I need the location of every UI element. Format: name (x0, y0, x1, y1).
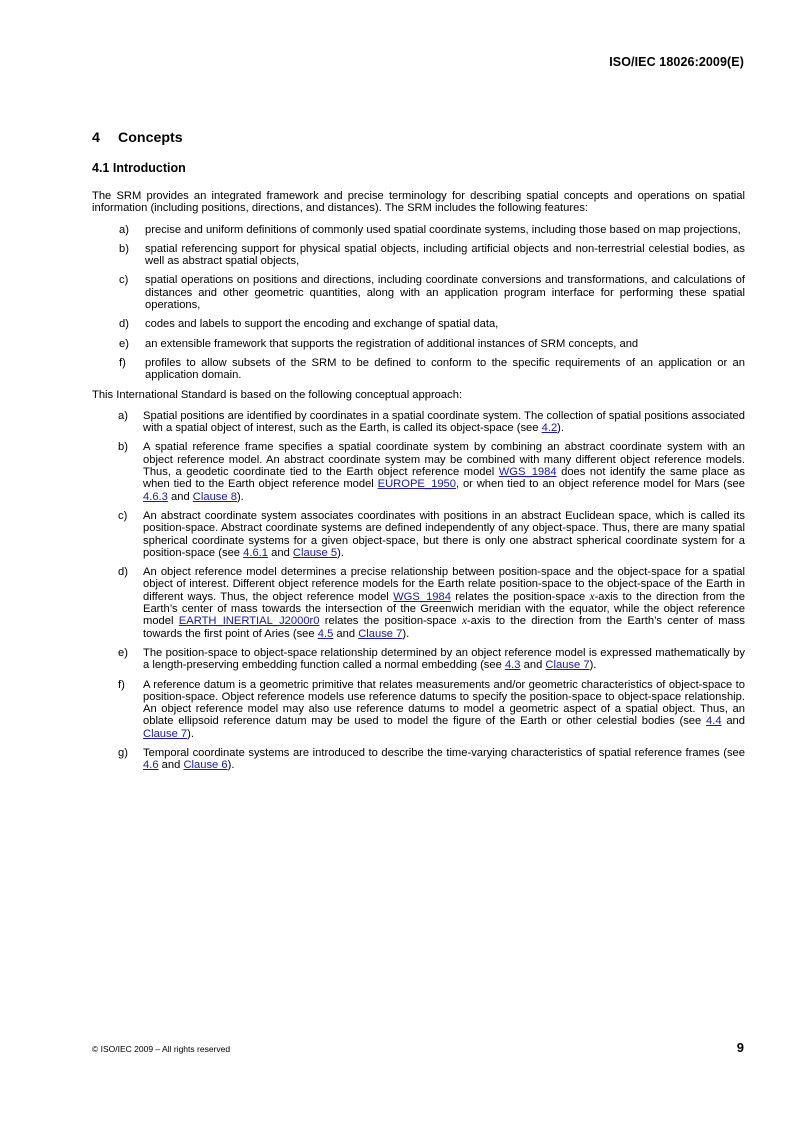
item-label: c) (119, 274, 129, 287)
approach-intro-paragraph: This International Standard is based on the following conceptual approach: (92, 388, 463, 401)
page-number: 9 (736, 1040, 744, 1055)
item-text: and (721, 715, 745, 728)
item-text: A reference datum is a geometric primitive that relates measurements and/or geometric characteristics of object-space to position-space. Object reference models use reference datums to specify the position-space to object-space relationship. An object reference model may also use reference datums to model a geometric aspect of a spatial object. Thus, an oblate ellipsoid reference datum may be used to model the figure of the Earth or other celestial bodies (see (143, 678, 745, 728)
item-text: Spatial positions are identified by coordinates in a spatial coordinate system. The collection of spatial positions associated with a spatial object of interest, such as the Earth, is called its object-space (see (143, 409, 745, 435)
document-header-title: ISO/IEC 18026:2009(E) (609, 55, 744, 69)
link-4-3[interactable]: 4.3 (504, 659, 521, 672)
item-label: c) (118, 509, 128, 522)
subsection-heading: 4.1 Introduction (92, 161, 186, 175)
link-clause-8[interactable]: Clause 8 (192, 490, 237, 503)
item-text: , or when tied to an object reference model for Mars (see (456, 478, 746, 491)
item-text: and (268, 546, 293, 559)
section-number: 4 (92, 130, 100, 146)
section-heading (92, 130, 745, 147)
link-clause-5[interactable]: Clause 5 (292, 546, 338, 559)
list-item (92, 510, 745, 559)
item-text: A spatial reference frame specifies a spatial coordinate system by combining an abstract coordinate system with an object reference model. An abstract coordinate system may be combined with many different object reference models. Thus, a geodetic coordinate tied to the Earth object reference model (143, 441, 745, 479)
link-4-4[interactable]: 4.4 (706, 715, 722, 728)
item-label: e) (118, 646, 128, 659)
item-label: f) (118, 678, 125, 691)
item-text: ). (187, 727, 194, 740)
list-item (92, 274, 745, 311)
features-list (92, 224, 745, 382)
section-title: Concepts (118, 130, 183, 146)
item-label: b) (118, 441, 128, 454)
item-text: does not identify the same place as when tied to the Earth object reference model (143, 466, 745, 491)
link-4-6-1[interactable]: 4.6.1 (243, 546, 269, 559)
item-label: d) (118, 566, 128, 579)
item-text: spatial referencing support for physical spatial objects, including artificial objects and non-terrestrial celestial bodies, as well as abstract spatial objects, (145, 242, 745, 268)
item-label: d) (119, 318, 129, 331)
link-4-2[interactable]: 4.2 (541, 422, 558, 435)
item-text: codes and labels to support the encoding and exchange of spatial data, (145, 318, 499, 331)
link-europe-1950[interactable]: EUROPE_1950 (377, 478, 456, 491)
item-text: ). (557, 422, 565, 435)
item-text: relates the position-space (319, 615, 462, 628)
item-label: g) (118, 746, 128, 759)
link-earth-inertial-j2000r0[interactable]: EARTH_INERTIAL_J2000r0 (178, 615, 320, 628)
link-4-6[interactable]: 4.6 (143, 759, 159, 772)
item-text: relates the position-space (450, 590, 590, 603)
item-text: spatial operations on positions and directions, including coordinate conversions and transformations, and calculations of distances and other geometric quantities, along with an application program interface for performing these spatial operations, (145, 274, 745, 312)
item-text: ). (337, 546, 344, 559)
item-text: precise and uniform definitions of commonly used spatial coordinate systems, including those based on map projections, (145, 223, 741, 236)
item-text: and (333, 627, 359, 640)
page-content (92, 130, 745, 779)
item-label: f) (119, 356, 126, 369)
approach-list (92, 410, 745, 772)
link-clause-6[interactable]: Clause 6 (183, 759, 228, 772)
item-label: a) (119, 223, 129, 236)
list-item (92, 566, 745, 640)
item-text: ). (589, 659, 597, 672)
math-symbol-x: x (461, 615, 467, 628)
item-text: -axis to the direction from the Earth’s center of mass towards the intersection of the Greenwich meridian with the equator, while the object reference model (143, 590, 745, 628)
list-item (92, 224, 745, 236)
list-item (92, 747, 745, 772)
link-4-6-3[interactable]: 4.6.3 (143, 490, 168, 503)
item-text: Temporal coordinate systems are introduced to describe the time-varying characteristics of spatial reference frames (see (143, 746, 745, 759)
link-wgs-1984[interactable]: WGS_1984 (393, 590, 451, 603)
item-text: ). (227, 759, 235, 772)
intro-paragraph: The SRM provides an integrated framework and precise terminology for describing spatial concepts and operations on spatial information (including positions, directions, and distances). The SRM includes the following features: (92, 190, 745, 215)
item-text: An abstract coordinate system associates coordinates with positions in an abstract Euclidean space, which is called its position-space. Abstract coordinate systems are defined independently of any object-space. Thus, there are many spatial spherical coordinate systems for a given object-space, but there is only one abstract spherical coordinate system for a position-space (see (143, 509, 745, 559)
list-item (92, 318, 745, 330)
math-symbol-x: x (589, 590, 595, 603)
list-item (92, 441, 745, 502)
list-item (92, 243, 745, 268)
link-4-5[interactable]: 4.5 (317, 627, 334, 640)
link-clause-7[interactable]: Clause 7 (545, 659, 590, 672)
item-label: e) (119, 337, 129, 350)
item-text: an extensible framework that supports the registration of additional instances of SRM concepts, and (145, 337, 639, 350)
item-text: An object reference model determines a precise relationship between position-space and the object-space for a spatial object of interest. Different object reference models for the Earth relate position-space to the object-space of the Earth in different ways. Thus, the object reference model (143, 566, 745, 603)
list-item (92, 357, 745, 382)
link-clause-7[interactable]: Clause 7 (143, 727, 188, 740)
link-wgs-1984[interactable]: WGS_1984 (498, 466, 557, 479)
list-item (92, 410, 745, 435)
item-label: b) (119, 242, 129, 255)
item-text: The position-space to object-space relationship determined by an object reference model is expressed mathematically by a length-preserving embedding function called a normal embedding (see (143, 646, 745, 672)
item-text: and (167, 490, 193, 503)
footer-copyright: © ISO/IEC 2009 – All rights reserved (92, 1044, 231, 1054)
list-item (92, 338, 745, 350)
item-text: -axis to the direction from the Earth’s center of mass towards the first point of Aries (see (143, 615, 745, 640)
list-item (92, 647, 745, 672)
item-text: profiles to allow subsets of the SRM to be defined to conform to the specific requirements of an application or an application domain. (145, 356, 745, 382)
item-text: and (520, 659, 546, 672)
item-text: ). (402, 627, 410, 640)
link-clause-7[interactable]: Clause 7 (358, 627, 403, 640)
list-item (92, 679, 745, 740)
item-text: and (158, 759, 184, 772)
item-label: a) (118, 409, 128, 422)
item-text: ). (236, 490, 244, 503)
